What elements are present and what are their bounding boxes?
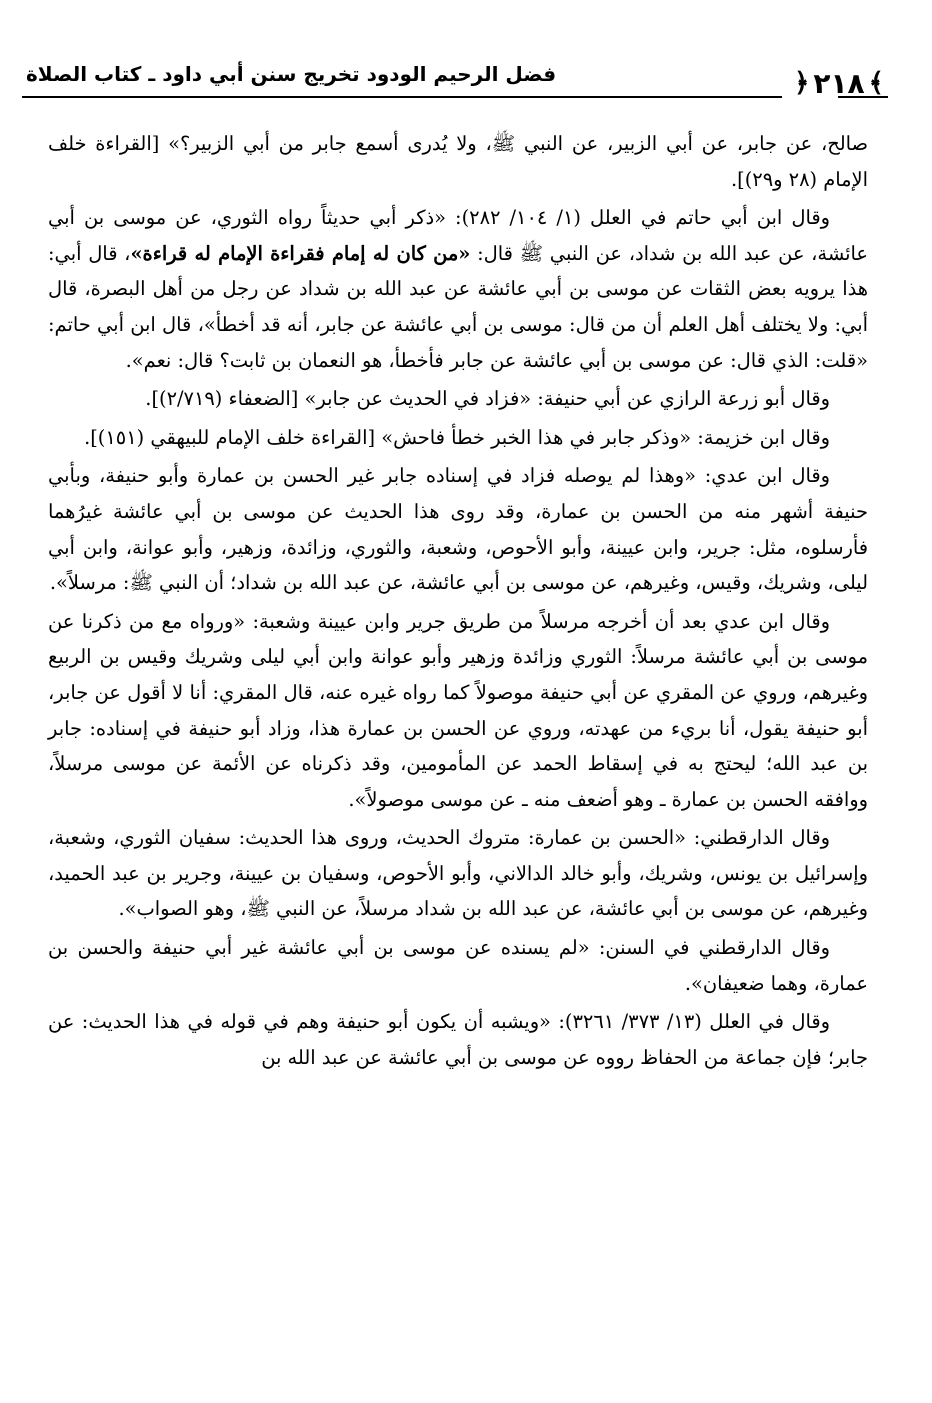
text-segment: وقال ابن عدي: «وهذا لم يوصله فزاد في إسناده جابر غير الحسن بن عمارة وأبو حنيفة، وبأبي حنيفة أشهر منه من الحسن بن عمارة، وقد روى هذا الحديث عن موسى بن أبي عائشة غيرُهما فأرسلوه، مثل: جرير، وابن عيينة، وأبو الأحوص، وشعبة، والثوري، وزائدة، وزهير، وأبو عوانة، وابن أبي ليلى، وشريك، وقيس، وغيرهم، عن موسى بن أبي عائشة، عن عبد الله بن شداد؛ أن النبي ﷺ: مرسلاً». [48,464,868,595]
paragraph [48,604,868,818]
text-segment: وقال ابن خزيمة: «وذكر جابر في هذا الخبر خطأ فاحش» [القراءة خلف الإمام للبيهقي (١٥١)]. [84,425,830,449]
page-number-ornament [794,66,884,100]
header-rule-right [838,96,888,98]
ornament-bracket-icon: ﴾ [868,68,884,98]
paragraph [48,820,868,927]
paragraph [48,458,868,600]
page-number: ٢١٨ [813,66,865,100]
header-rule [22,96,782,98]
running-title: فضل الرحيم الودود تخريج سنن أبي داود ـ كتاب الصلاة [26,62,557,86]
bold-quote: «من كان له إمام فقراءة الإمام له قراءة» [130,241,471,265]
text-segment: صالح، عن جابر، عن أبي الزبير، عن النبي ﷺ، ولا يُدرى أسمع جابر من أبي الزبير؟» [القراءة خلف الإمام (٢٨ و٢٩)]. [48,132,868,191]
paragraph [48,381,868,417]
paragraph [48,930,868,1001]
text-segment: وقال ابن أبي حاتم في العلل (١/ ١٠٤/ ٢٨٢): «ذكر أبي حديثاً رواه الثوري، عن موسى بن أبي عائشة، عن عبد الله بن شداد، عن النبي ﷺ قال: [48,206,868,265]
text-segment: وقال الدارقطني: «الحسن بن عمارة: متروك الحديث، وروى هذا الحديث: سفيان الثوري، وشعبة، وإسرائيل بن يونس، وشريك، وأبو خالد الدالاني، وأبو الأحوص، وسفيان بن عيينة، وجرير بن عبد الحميد، وغيرهم، عن موسى بن أبي عائشة، عن عبد الله بن شداد مرسلاً، عن النبي ﷺ، وهو الصواب». [48,826,868,921]
paragraph [48,126,868,197]
paragraph [48,200,868,378]
paragraph [48,420,868,456]
text-segment: وقال أبو زرعة الرازي عن أبي حنيفة: «فزاد في الحديث عن جابر» [الضعفاء (٢/٧١٩)]. [145,387,830,411]
text-segment: وقال الدارقطني في السنن: «لم يسنده عن موسى بن أبي عائشة غير أبي حنيفة والحسن بن عمارة، وهما ضعيفان». [48,936,868,995]
text-segment: وقال في العلل (١٣/ ٣٧٣/ ٣٢٦١): «ويشبه أن يكون أبو حنيفة وهم في قوله في هذا الحديث: عن جابر؛ فإن جماعة من الحفاظ رووه عن موسى بن أبي عائشة عن عبد الله بن [48,1010,868,1069]
ornament-bracket-icon: ﴿ [794,68,810,98]
text-segment: وقال ابن عدي بعد أن أخرجه مرسلاً من طريق جرير وابن عيينة وشعبة: «ورواه مع من ذكرنا عن موسى بن أبي عائشة مرسلاً: الثوري وزائدة وزهير وأبو عوانة وابن أبي ليلى وشريك وقيس بن الربيع وغيرهم، وروي عن المقري عن أبي حنيفة موصولاً كما رواه غيره عنه، قال المقري: أنا لا أقول عن جابر، أبو حنيفة يقول، أنا بريء من عهدته، وروي عن الحسن بن عمارة هذا، وزاد أبو حنيفة في إسناده: جابر بن عبد الله؛ ليحتج به في إسقاط الحمد عن المأمومين، وقد ذكرناه عن الأئمة عن موسى مرسلاً، ووافقه الحسن بن عمارة ـ وهو أضعف منه ـ عن موسى موصولاً». [48,609,868,811]
text-segment: ، قال أبي: هذا يرويه بعض الثقات عن موسى بن أبي عائشة عن عبد الله بن شداد عن رجل من أهل البصرة، قال أبي: ولا يختلف أهل العلم أن من قال: موسى بن أبي عائشة عن جابر، أنه قد أخطأ»، قال ابن أبي حاتم: «قلت: الذي قال: عن موسى بن أبي عائشة عن جابر فأخطأ، هو النعمان بن ثابت؟ قال: نعم». [48,241,868,372]
body-text [48,126,868,1075]
paragraph [48,1004,868,1075]
